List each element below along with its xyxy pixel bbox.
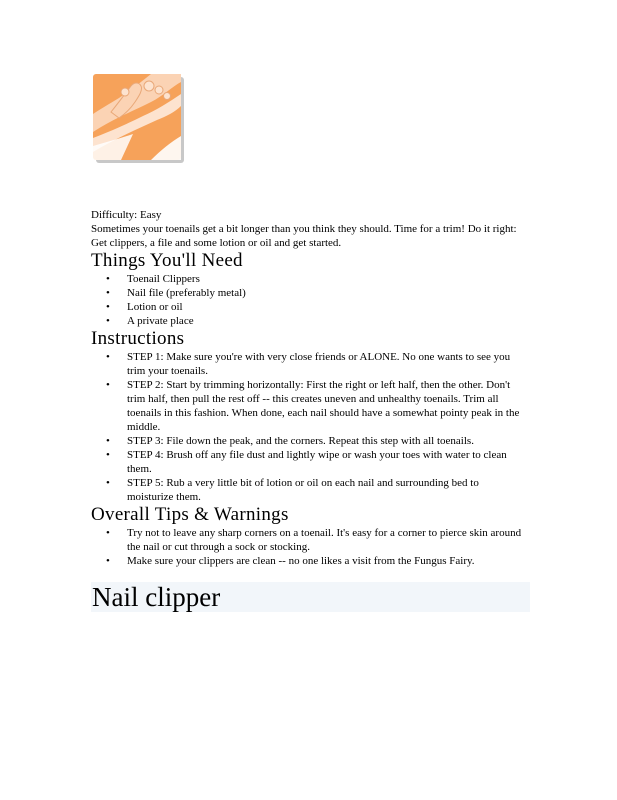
list-item: • A private place (91, 314, 527, 328)
feet-icon (91, 72, 185, 164)
nail-clipper-heading: Nail clipper (91, 582, 530, 612)
list-item: • Lotion or oil (91, 300, 527, 314)
step-item: • STEP 3: File down the peak, and the corners. Repeat this step with all toenails. (91, 434, 527, 448)
tips-heading: Overall Tips & Warnings (91, 504, 289, 525)
difficulty-label: Difficulty: Easy (91, 209, 162, 221)
list-item: • Nail file (preferably metal) (91, 286, 527, 300)
tip-item: • Try not to leave any sharp corners on a toenail. It's easy for a corner to pierce skin around the nail or cut through a sock or stocking. (91, 526, 527, 554)
things-needed-list (91, 272, 531, 328)
instructions-list (91, 350, 531, 504)
step-item: • STEP 4: Brush off any file dust and lightly wipe or wash your toes with water to clean them. (91, 448, 527, 476)
list-item: • Toenail Clippers (91, 272, 527, 286)
step-item: • STEP 1: Make sure you're with very close friends or ALONE. No one wants to see you trim your toenails. (91, 350, 527, 378)
feet-illustration (91, 72, 185, 164)
tips-list (91, 526, 531, 568)
intro-paragraph: Sometimes your toenails get a bit longer than you think they should. Time for a trim! Do it right: Get clippers, a file and some lotion or oil and get started. (91, 223, 517, 249)
step-item: • STEP 2: Start by trimming horizontally: First the right or left half, then the other. Don't trim half, then pull the rest off -- this creates uneven and unhealthy toenails. Trim all toenails in this fashion. When done, each nail should have a somewhat pointy peak in the middle. (91, 378, 527, 434)
instructions-heading: Instructions (91, 328, 185, 349)
tip-item: • Make sure your clippers are clean -- no one likes a visit from the Fungus Fairy. (91, 554, 527, 568)
things-needed-heading: Things You'll Need (91, 250, 243, 271)
step-item: • STEP 5: Rub a very little bit of lotion or oil on each nail and surrounding bed to moisturize them. (91, 476, 527, 504)
article-content (91, 208, 531, 612)
